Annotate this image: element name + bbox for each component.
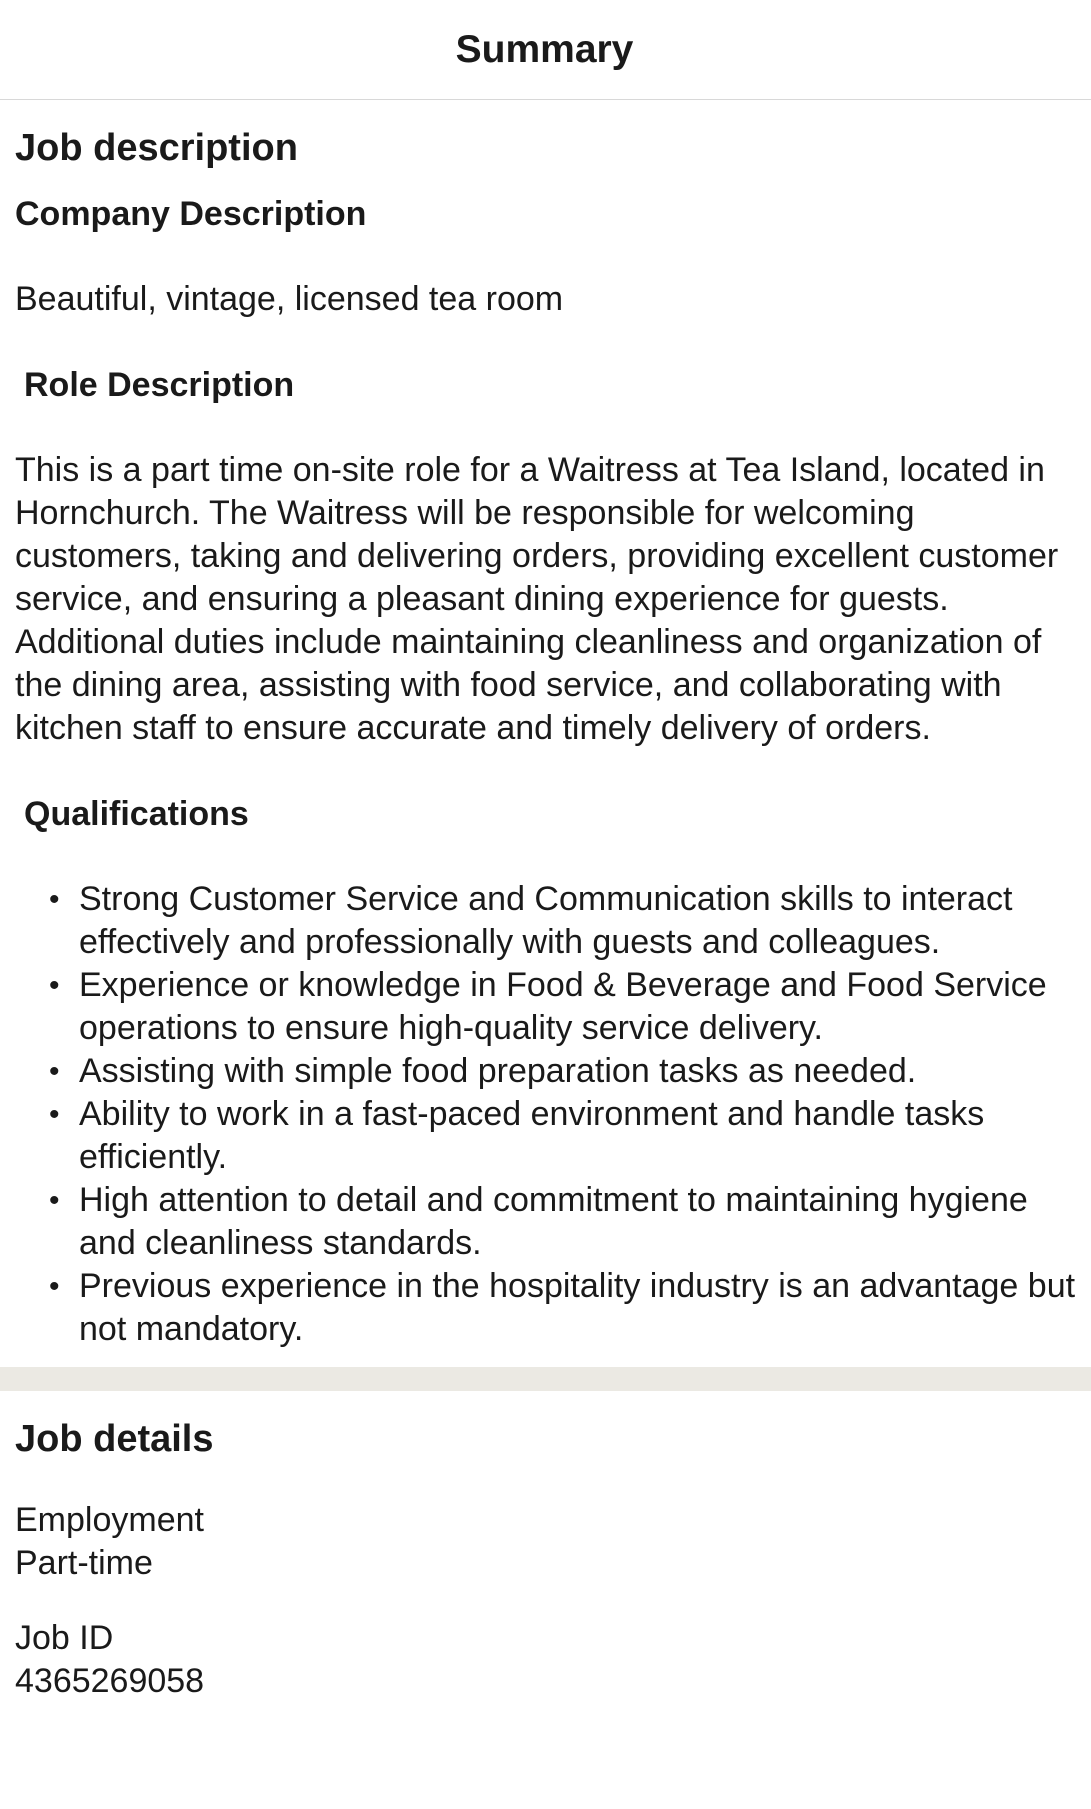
qualification-text: High attention to detail and commitment to maintaining hygiene and cleanliness standards. xyxy=(79,1181,1028,1262)
job-details-title: Job details xyxy=(15,1418,214,1460)
company-description-heading: Company Description xyxy=(15,195,367,233)
employment-label: Employment xyxy=(15,1501,204,1539)
bullet-icon: • xyxy=(49,1184,60,1217)
qualification-text: Previous experience in the hospitality industry is an advantage but not mandatory. xyxy=(79,1267,1076,1348)
list-item xyxy=(15,878,1076,964)
bullet-icon: • xyxy=(49,1270,60,1303)
list-item xyxy=(15,1265,1076,1351)
list-item xyxy=(15,964,1076,1050)
bullet-icon: • xyxy=(49,1055,60,1088)
employment-value: Part-time xyxy=(15,1544,153,1582)
job-description-section xyxy=(0,100,1091,1351)
qualification-text: Assisting with simple food preparation tasks as needed. xyxy=(79,1052,917,1090)
section-divider xyxy=(0,1367,1091,1391)
job-id-detail xyxy=(15,1617,1076,1703)
job-id-value: 4365269058 xyxy=(15,1662,205,1700)
bullet-icon: • xyxy=(49,1098,60,1131)
page-title: Summary xyxy=(455,27,634,71)
list-item xyxy=(15,1050,1076,1093)
bullet-icon: • xyxy=(49,969,60,1002)
employment-detail xyxy=(15,1499,1076,1585)
role-description-heading: Role Description xyxy=(24,366,295,404)
job-description-title: Job description xyxy=(15,127,298,169)
bullet-icon: • xyxy=(49,883,60,916)
role-description-text: This is a part time on-site role for a Waitress at Tea Island, located in Hornchurch. The Waitress will be responsible for welcoming customers, taking and delivering orders, providing excellent customer service, and ensuring a pleasant dining experience for guests. Additional duties include maintaining cleanliness and organization of the dining area, assisting with food service, and collaborating with kitchen staff to ensure accurate and timely delivery of orders. xyxy=(15,451,1059,747)
qualifications-list xyxy=(15,878,1076,1351)
top-header xyxy=(0,0,1091,100)
job-id-label: Job ID xyxy=(15,1619,114,1657)
list-item xyxy=(15,1093,1076,1179)
qualification-text: Experience or knowledge in Food & Beverage and Food Service operations to ensure high-quality service delivery. xyxy=(79,966,1047,1047)
list-item xyxy=(15,1179,1076,1265)
qualification-text: Ability to work in a fast-paced environment and handle tasks efficiently. xyxy=(79,1095,985,1176)
job-details-section xyxy=(0,1391,1091,1703)
company-description-text: Beautiful, vintage, licensed tea room xyxy=(15,280,564,318)
qualification-text: Strong Customer Service and Communication skills to interact effectively and professionally with guests and colleagues. xyxy=(79,880,1013,961)
qualifications-heading: Qualifications xyxy=(24,795,249,833)
